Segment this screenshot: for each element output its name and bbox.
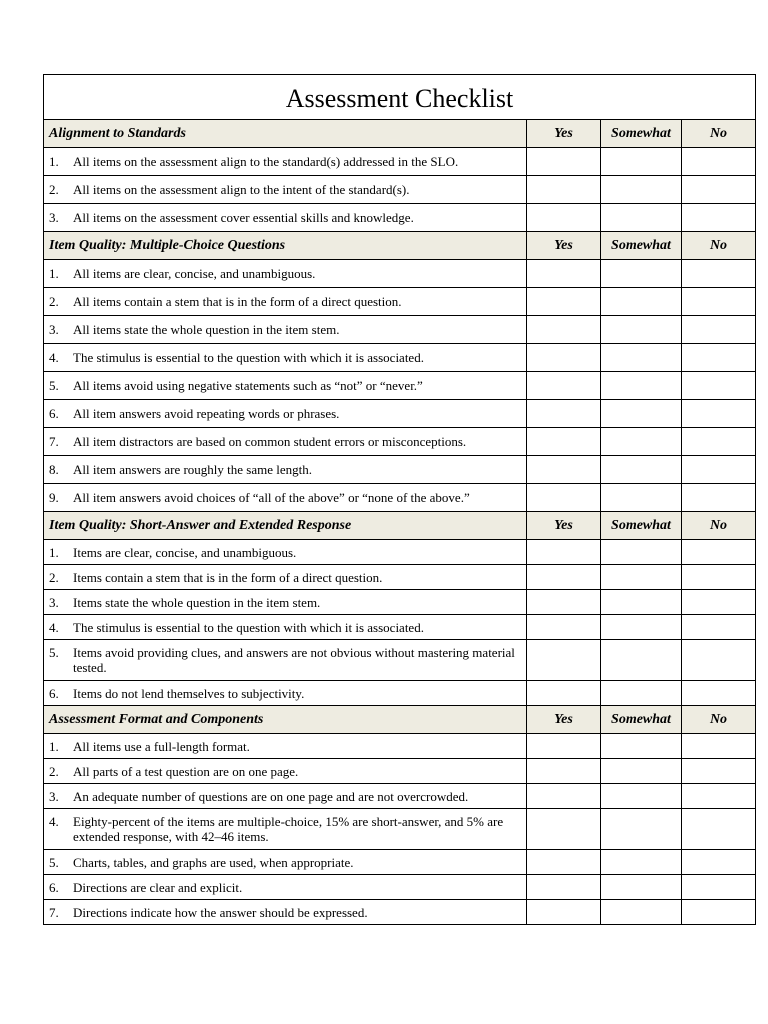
rating-box-yes[interactable]	[527, 590, 601, 615]
item-number: 7.	[49, 904, 59, 920]
rating-box-yes[interactable]	[527, 204, 601, 232]
item-number: 1.	[49, 738, 59, 754]
checklist-row	[44, 428, 756, 456]
rating-box-somewhat[interactable]	[601, 784, 682, 809]
rating-box-somewhat[interactable]	[601, 540, 682, 565]
rating-box-no[interactable]	[682, 900, 756, 925]
rating-box-somewhat[interactable]	[601, 260, 682, 288]
checklist-item	[44, 456, 527, 484]
item-number: 6.	[49, 685, 59, 701]
item-text: All items on the assessment cover essential skills and knowledge.	[73, 210, 414, 225]
item-text: Directions are clear and explicit.	[73, 879, 243, 895]
rating-box-no[interactable]	[682, 640, 756, 681]
item-text: Eighty-percent of the items are multiple-choice, 15% are short-answer, and 5% are extended response, with 42–46 items.	[73, 814, 504, 844]
rating-box-no[interactable]	[682, 148, 756, 176]
checklist-item	[44, 372, 527, 400]
checklist-page	[43, 74, 755, 925]
checklist-item	[44, 540, 527, 565]
rating-box-yes[interactable]	[527, 875, 601, 900]
rating-box-somewhat[interactable]	[601, 428, 682, 456]
item-number: 7.	[49, 434, 59, 449]
option-header-somewhat: Somewhat	[601, 512, 682, 540]
item-number: 2.	[49, 294, 59, 309]
checklist-item	[44, 344, 527, 372]
rating-box-somewhat[interactable]	[601, 734, 682, 759]
checklist-item	[44, 850, 527, 875]
checklist-row	[44, 540, 756, 565]
rating-box-no[interactable]	[682, 734, 756, 759]
checklist-item	[44, 565, 527, 590]
rating-box-yes[interactable]	[527, 344, 601, 372]
item-number: 5.	[49, 645, 59, 660]
section-header	[44, 706, 756, 734]
rating-box-yes[interactable]	[527, 288, 601, 316]
checklist-item	[44, 784, 527, 809]
checklist-row	[44, 176, 756, 204]
rating-box-yes[interactable]	[527, 428, 601, 456]
rating-box-somewhat[interactable]	[601, 759, 682, 784]
section-title: Item Quality: Short-Answer and Extended Response	[44, 512, 527, 540]
rating-box-yes[interactable]	[527, 615, 601, 640]
rating-box-no[interactable]	[682, 456, 756, 484]
checklist-item	[44, 734, 527, 759]
item-text: Items state the whole question in the item stem.	[73, 594, 321, 610]
rating-box-no[interactable]	[682, 850, 756, 875]
rating-box-no[interactable]	[682, 809, 756, 850]
item-text: The stimulus is essential to the question with which it is associated.	[73, 619, 424, 635]
rating-box-no[interactable]	[682, 260, 756, 288]
checklist-item	[44, 288, 527, 316]
rating-box-somewhat[interactable]	[601, 809, 682, 850]
page-title: Assessment Checklist	[44, 75, 756, 120]
checklist-item	[44, 681, 527, 706]
checklist-row	[44, 565, 756, 590]
option-header-yes: Yes	[527, 706, 601, 734]
checklist-item	[44, 148, 527, 176]
section-header	[44, 512, 756, 540]
item-number: 1.	[49, 154, 59, 169]
rating-box-somewhat[interactable]	[601, 316, 682, 344]
item-number: 5.	[49, 854, 59, 870]
rating-box-somewhat[interactable]	[601, 900, 682, 925]
item-text: Items contain a stem that is in the form of a direct question.	[73, 569, 383, 585]
rating-box-no[interactable]	[682, 615, 756, 640]
rating-box-yes[interactable]	[527, 681, 601, 706]
item-number: 8.	[49, 462, 59, 477]
rating-box-yes[interactable]	[527, 148, 601, 176]
item-text: The stimulus is essential to the question with which it is associated.	[73, 350, 424, 365]
checklist-row	[44, 681, 756, 706]
item-text: All items are clear, concise, and unambiguous.	[73, 266, 316, 281]
rating-box-no[interactable]	[682, 784, 756, 809]
option-header-somewhat: Somewhat	[601, 706, 682, 734]
item-number: 9.	[49, 490, 59, 505]
rating-box-no[interactable]	[682, 372, 756, 400]
item-text: All items avoid using negative statements such as “not” or “never.”	[73, 378, 423, 393]
checklist-row	[44, 850, 756, 875]
item-number: 5.	[49, 378, 59, 393]
item-number: 3.	[49, 594, 59, 610]
checklist-row	[44, 900, 756, 925]
checklist-row	[44, 204, 756, 232]
item-text: All item answers avoid choices of “all of the above” or “none of the above.”	[73, 490, 470, 505]
checklist-item	[44, 900, 527, 925]
item-text: An adequate number of questions are on one page and are not overcrowded.	[73, 788, 469, 804]
rating-box-yes[interactable]	[527, 456, 601, 484]
item-text: Items do not lend themselves to subjectivity.	[73, 685, 305, 701]
rating-box-somewhat[interactable]	[601, 372, 682, 400]
item-number: 3.	[49, 788, 59, 804]
item-number: 2.	[49, 182, 59, 197]
item-number: 4.	[49, 619, 59, 635]
rating-box-yes[interactable]	[527, 540, 601, 565]
section-title: Item Quality: Multiple-Choice Questions	[44, 232, 527, 260]
checklist-item	[44, 316, 527, 344]
rating-box-no[interactable]	[682, 875, 756, 900]
checklist-row	[44, 288, 756, 316]
rating-box-yes[interactable]	[527, 260, 601, 288]
rating-box-no[interactable]	[682, 484, 756, 512]
rating-box-somewhat[interactable]	[601, 484, 682, 512]
rating-box-no[interactable]	[682, 759, 756, 784]
section-header	[44, 232, 756, 260]
item-text: All items contain a stem that is in the form of a direct question.	[73, 294, 402, 309]
rating-box-somewhat[interactable]	[601, 344, 682, 372]
checklist-row	[44, 316, 756, 344]
rating-box-somewhat[interactable]	[601, 640, 682, 681]
rating-box-no[interactable]	[682, 288, 756, 316]
option-header-no: No	[682, 120, 756, 148]
rating-box-somewhat[interactable]	[601, 456, 682, 484]
option-header-yes: Yes	[527, 120, 601, 148]
rating-box-somewhat[interactable]	[601, 176, 682, 204]
item-number: 1.	[49, 266, 59, 281]
rating-box-somewhat[interactable]	[601, 288, 682, 316]
rating-box-somewhat[interactable]	[601, 204, 682, 232]
rating-box-yes[interactable]	[527, 900, 601, 925]
rating-box-somewhat[interactable]	[601, 681, 682, 706]
checklist-table	[43, 74, 756, 925]
option-header-yes: Yes	[527, 512, 601, 540]
rating-box-yes[interactable]	[527, 759, 601, 784]
rating-box-no[interactable]	[682, 681, 756, 706]
item-text: All item distractors are based on common student errors or misconceptions.	[73, 434, 467, 449]
rating-box-yes[interactable]	[527, 784, 601, 809]
checklist-row	[44, 590, 756, 615]
section-title: Alignment to Standards	[44, 120, 527, 148]
checklist-item	[44, 484, 527, 512]
checklist-item	[44, 428, 527, 456]
rating-box-somewhat[interactable]	[601, 615, 682, 640]
item-number: 2.	[49, 569, 59, 585]
checklist-item	[44, 875, 527, 900]
item-text: All item answers are roughly the same length.	[73, 462, 312, 477]
option-header-yes: Yes	[527, 232, 601, 260]
checklist-item	[44, 615, 527, 640]
checklist-row	[44, 734, 756, 759]
rating-box-no[interactable]	[682, 176, 756, 204]
item-number: 4.	[49, 350, 59, 365]
checklist-row	[44, 875, 756, 900]
checklist-item	[44, 590, 527, 615]
checklist-item	[44, 204, 527, 232]
item-number: 6.	[49, 879, 59, 895]
rating-box-no[interactable]	[682, 428, 756, 456]
rating-box-yes[interactable]	[527, 734, 601, 759]
section-title: Assessment Format and Components	[44, 706, 527, 734]
rating-box-somewhat[interactable]	[601, 590, 682, 615]
item-text: All parts of a test question are on one page.	[73, 763, 299, 779]
rating-box-no[interactable]	[682, 316, 756, 344]
rating-box-no[interactable]	[682, 204, 756, 232]
rating-box-no[interactable]	[682, 540, 756, 565]
rating-box-no[interactable]	[682, 590, 756, 615]
checklist-item	[44, 260, 527, 288]
rating-box-somewhat[interactable]	[601, 565, 682, 590]
checklist-item	[44, 400, 527, 428]
option-header-no: No	[682, 512, 756, 540]
item-number: 4.	[49, 814, 59, 829]
checklist-item	[44, 176, 527, 204]
rating-box-yes[interactable]	[527, 565, 601, 590]
option-header-no: No	[682, 232, 756, 260]
checklist-row	[44, 372, 756, 400]
checklist-row	[44, 260, 756, 288]
checklist-item	[44, 809, 527, 850]
checklist-row	[44, 640, 756, 681]
checklist-row	[44, 809, 756, 850]
rating-box-yes[interactable]	[527, 850, 601, 875]
rating-box-yes[interactable]	[527, 400, 601, 428]
rating-box-no[interactable]	[682, 565, 756, 590]
checklist-item	[44, 759, 527, 784]
rating-box-yes[interactable]	[527, 176, 601, 204]
rating-box-somewhat[interactable]	[601, 148, 682, 176]
item-text: All items state the whole question in the item stem.	[73, 322, 340, 337]
option-header-no: No	[682, 706, 756, 734]
checklist-row	[44, 484, 756, 512]
checklist-row	[44, 456, 756, 484]
rating-box-yes[interactable]	[527, 640, 601, 681]
rating-box-somewhat[interactable]	[601, 400, 682, 428]
rating-box-no[interactable]	[682, 400, 756, 428]
item-text: All items on the assessment align to the intent of the standard(s).	[73, 182, 410, 197]
checklist-row	[44, 400, 756, 428]
item-text: Items are clear, concise, and unambiguous.	[73, 544, 297, 560]
item-number: 6.	[49, 406, 59, 421]
rating-box-no[interactable]	[682, 344, 756, 372]
rating-box-somewhat[interactable]	[601, 850, 682, 875]
option-header-somewhat: Somewhat	[601, 120, 682, 148]
rating-box-yes[interactable]	[527, 809, 601, 850]
checklist-row	[44, 148, 756, 176]
item-text: All items use a full-length format.	[73, 738, 250, 754]
checklist-row	[44, 344, 756, 372]
item-text: Charts, tables, and graphs are used, when appropriate.	[73, 854, 354, 870]
checklist-row	[44, 615, 756, 640]
item-number: 3.	[49, 210, 59, 225]
item-number: 2.	[49, 763, 59, 779]
item-number: 1.	[49, 544, 59, 560]
option-header-somewhat: Somewhat	[601, 232, 682, 260]
item-text: All item answers avoid repeating words or phrases.	[73, 406, 340, 421]
rating-box-yes[interactable]	[527, 316, 601, 344]
item-text: Directions indicate how the answer should be expressed.	[73, 904, 368, 920]
checklist-row	[44, 759, 756, 784]
item-text: Items avoid providing clues, and answers are not obvious without mastering material tested.	[73, 645, 515, 675]
item-text: All items on the assessment align to the standard(s) addressed in the SLO.	[73, 154, 459, 169]
item-number: 3.	[49, 322, 59, 337]
rating-box-yes[interactable]	[527, 484, 601, 512]
checklist-item	[44, 640, 527, 681]
rating-box-somewhat[interactable]	[601, 875, 682, 900]
section-header	[44, 120, 756, 148]
checklist-row	[44, 784, 756, 809]
rating-box-yes[interactable]	[527, 372, 601, 400]
